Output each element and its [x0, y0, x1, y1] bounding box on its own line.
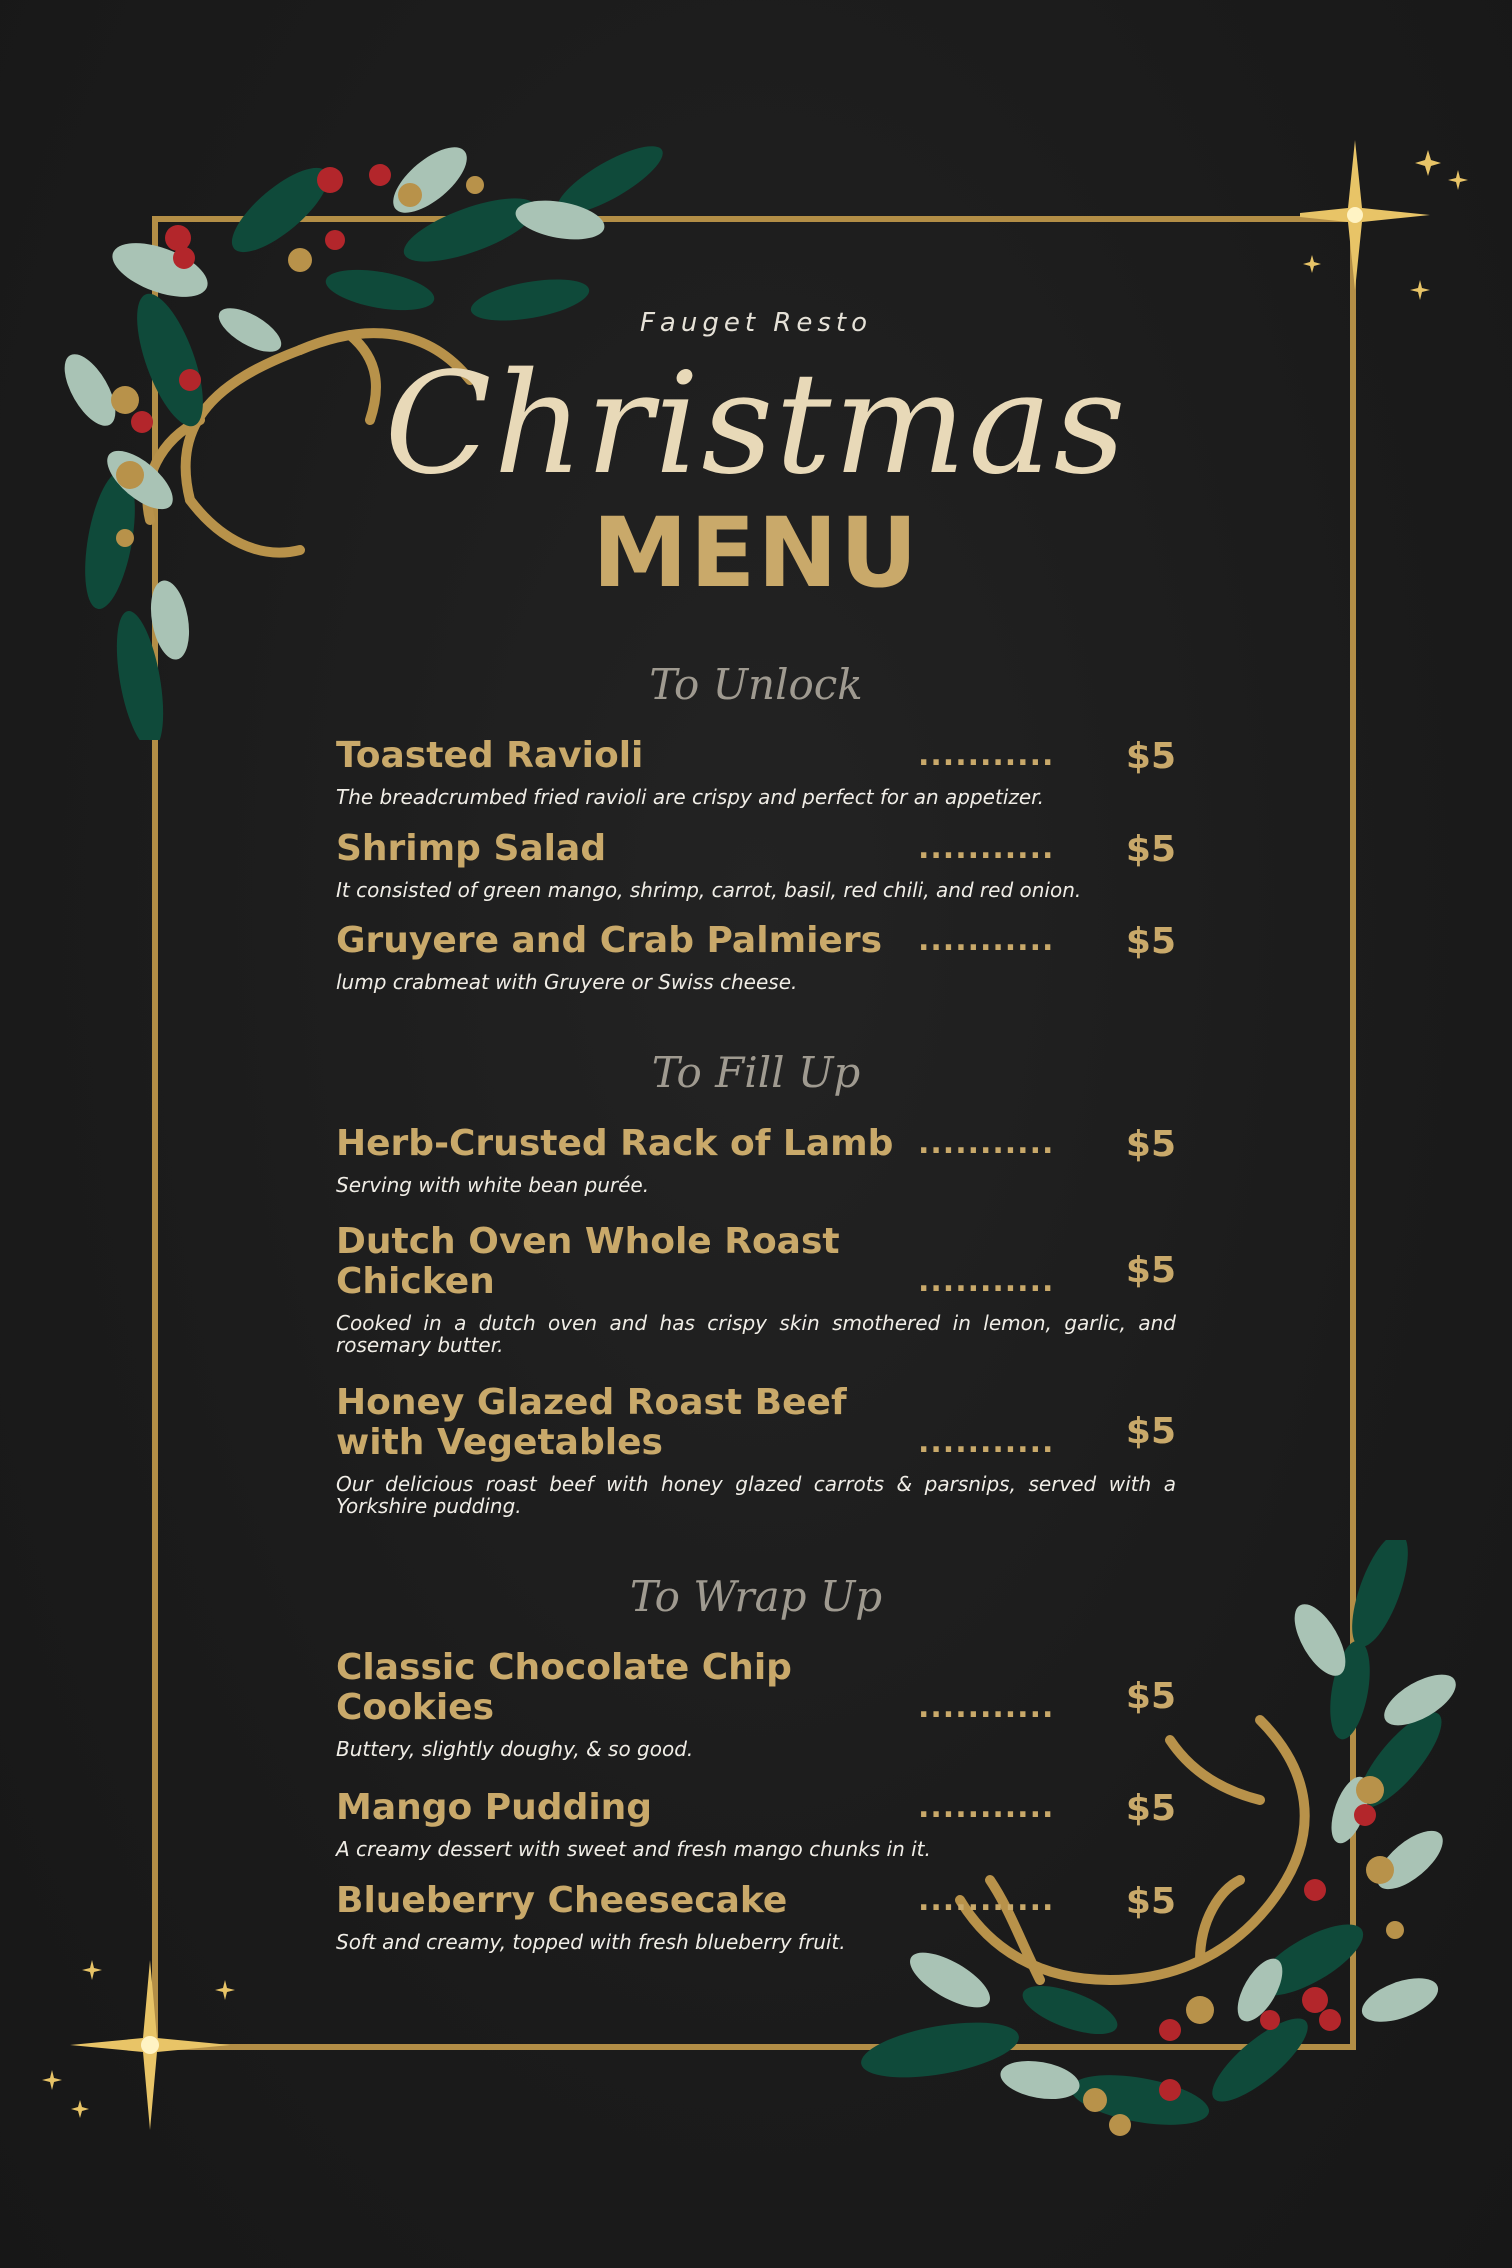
- item-name: Toasted Ravioli: [336, 735, 644, 776]
- item-dots: ...........: [918, 1790, 1055, 1825]
- item-price: $5: [1125, 1250, 1176, 1291]
- item-name: Shrimp Salad: [336, 828, 607, 869]
- item-description: Soft and creamy, topped with fresh blueberry fruit.: [336, 1930, 846, 1954]
- section-title-wrap-up: To Wrap Up: [629, 1572, 883, 1621]
- title-script: Christmas: [384, 343, 1128, 506]
- item-name: Gruyere and Crab Palmiers: [336, 920, 883, 961]
- item-dots: ...........: [918, 831, 1055, 866]
- item-description: The breadcrumbed fried ravioli are crispy and perfect for an appetizer.: [336, 785, 1044, 809]
- menu-item: [336, 1648, 1176, 1760]
- item-price: $5: [1125, 1881, 1176, 1922]
- item-description: Buttery, slightly doughy, & so good.: [336, 1737, 694, 1761]
- item-dots: ...........: [918, 1264, 1055, 1299]
- item-dots: ...........: [918, 1425, 1055, 1460]
- restaurant-name: Fauget Resto: [639, 308, 873, 338]
- menu-item: [336, 829, 1176, 901]
- star-sparkle-icon: [30, 1950, 250, 2150]
- menu-item: [336, 1881, 1176, 1953]
- menu-item: [336, 1788, 1176, 1860]
- menu-item: [336, 1383, 1176, 1517]
- item-description: A creamy dessert with sweet and fresh mango chunks in it.: [336, 1837, 931, 1861]
- item-dots: ...........: [918, 738, 1055, 773]
- item-name: Blueberry Cheesecake: [336, 1880, 788, 1921]
- item-dots: ...........: [918, 1883, 1055, 1918]
- item-name: Mango Pudding: [336, 1787, 653, 1828]
- item-description: Our delicious roast beef with honey glazed carrots & parsnips, served with a Yorkshire pudding.: [336, 1472, 1176, 1518]
- menu-item: [336, 1124, 1176, 1196]
- item-price: $5: [1125, 736, 1176, 777]
- item-name: Dutch Oven Whole Roast Chicken: [336, 1221, 840, 1302]
- item-price: $5: [1125, 1124, 1176, 1165]
- item-dots: ...........: [918, 1126, 1055, 1161]
- item-price: $5: [1125, 1411, 1176, 1452]
- item-price: $5: [1125, 921, 1176, 962]
- item-description: It consisted of green mango, shrimp, carrot, basil, red chili, and red onion.: [336, 878, 1082, 902]
- item-description: Cooked in a dutch oven and has crispy skin smothered in lemon, garlic, and rosemary butter.: [336, 1311, 1176, 1357]
- section-title-unlock: To Unlock: [649, 660, 863, 709]
- item-dots: ...........: [918, 1690, 1055, 1725]
- item-description: lump crabmeat with Gruyere or Swiss cheese.: [336, 970, 798, 994]
- item-name: Herb-Crusted Rack of Lamb: [336, 1123, 894, 1164]
- item-price: $5: [1125, 1788, 1176, 1829]
- section-title-fill-up: To Fill Up: [651, 1048, 861, 1097]
- menu-item: [336, 1222, 1176, 1356]
- item-description: Serving with white bean purée.: [336, 1173, 650, 1197]
- item-name: Honey Glazed Roast Beef with Vegetables: [336, 1382, 847, 1463]
- menu-item: [336, 736, 1176, 808]
- item-price: $5: [1125, 829, 1176, 870]
- title-menu: MENU: [592, 497, 920, 609]
- menu-item: [336, 921, 1176, 993]
- item-dots: ...........: [918, 923, 1055, 958]
- star-sparkle-icon: [1300, 130, 1490, 320]
- item-name: Classic Chocolate Chip Cookies: [336, 1647, 792, 1728]
- item-price: $5: [1125, 1676, 1176, 1717]
